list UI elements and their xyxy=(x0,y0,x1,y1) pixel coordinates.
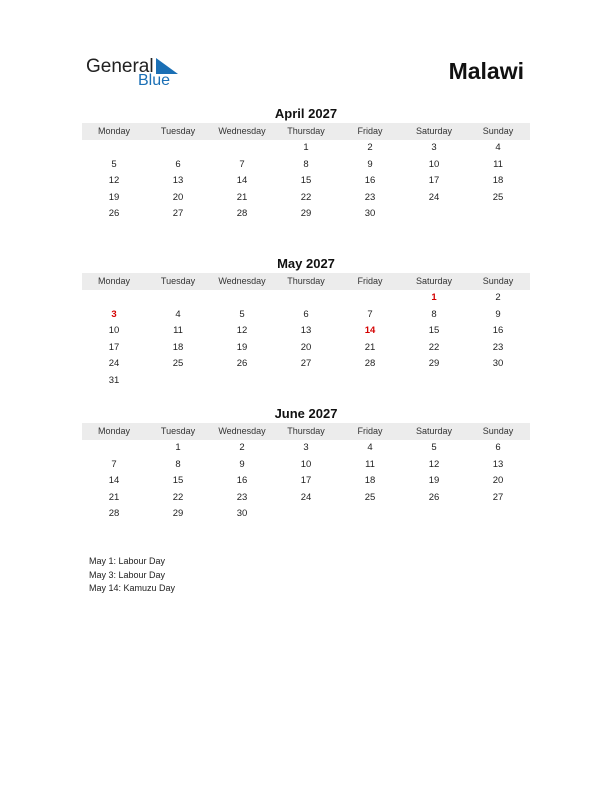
day-cell: 25 xyxy=(492,191,504,203)
day-cell: 11 xyxy=(365,458,375,470)
day-cell: 21 xyxy=(236,191,248,203)
day-cell: 24 xyxy=(300,491,312,503)
day-cell: 21 xyxy=(108,491,120,503)
day-cell: 2 xyxy=(239,442,245,453)
empty-day-cell xyxy=(274,506,338,523)
generalblue-logo xyxy=(86,56,186,92)
weekday-label: Monday xyxy=(97,276,131,286)
day-cell: 29 xyxy=(172,508,184,520)
weekday-header-row xyxy=(82,423,530,440)
day-cell: 12 xyxy=(236,325,248,337)
empty-day-cell xyxy=(338,373,402,390)
day-cell: 14 xyxy=(236,175,248,187)
day-cell: 14 xyxy=(364,325,376,337)
day-cell: 15 xyxy=(172,475,184,487)
day-cell: 22 xyxy=(172,491,184,503)
day-cell: 25 xyxy=(172,358,184,370)
day-cell: 30 xyxy=(364,208,376,220)
month-title: April 2027 xyxy=(274,106,338,121)
weekday-label: Sunday xyxy=(482,126,514,136)
day-cell: 5 xyxy=(239,308,245,320)
week-row xyxy=(82,173,530,190)
day-cell: 29 xyxy=(428,358,440,370)
weekday-label: Saturday xyxy=(415,276,453,286)
day-cell: 8 xyxy=(303,158,309,170)
week-row xyxy=(82,473,530,490)
weekday-label: Wednesday xyxy=(218,276,266,286)
day-cell: 18 xyxy=(492,175,504,187)
day-cell: 28 xyxy=(108,508,120,520)
day-cell: 4 xyxy=(367,442,373,453)
empty-day-cell xyxy=(466,206,530,223)
day-cell: 16 xyxy=(236,475,248,487)
weekday-label: Thursday xyxy=(287,426,325,436)
logo-text-blue: Blue xyxy=(138,72,171,89)
day-cell: 10 xyxy=(428,158,440,170)
day-cell: 21 xyxy=(364,341,376,353)
day-cell: 1 xyxy=(175,442,181,453)
weekday-label: Monday xyxy=(97,426,131,436)
week-row xyxy=(82,440,530,457)
day-cell: 8 xyxy=(431,308,437,320)
country-title: Malawi xyxy=(448,58,524,84)
weekday-label: Saturday xyxy=(415,126,453,136)
weekday-header-row xyxy=(82,123,530,140)
weekday-label: Sunday xyxy=(482,426,514,436)
day-cell: 17 xyxy=(428,175,440,187)
day-cell: 30 xyxy=(492,358,504,370)
weekday-label: Friday xyxy=(357,276,383,286)
weekday-label: Monday xyxy=(97,126,131,136)
week-row xyxy=(82,157,530,174)
month-calendar-april xyxy=(82,106,530,223)
day-cell: 25 xyxy=(364,491,376,503)
week-row xyxy=(82,506,530,523)
day-cell: 9 xyxy=(495,308,501,320)
day-cell: 5 xyxy=(431,442,437,453)
day-cell: 29 xyxy=(300,208,312,220)
day-cell: 27 xyxy=(492,491,504,503)
weekday-label: Tuesday xyxy=(160,426,196,436)
week-row xyxy=(82,206,530,223)
day-cell: 7 xyxy=(367,308,373,320)
day-cell: 18 xyxy=(364,475,376,487)
empty-day-cell xyxy=(402,373,466,390)
weeks-container xyxy=(82,290,530,390)
weekday-label: Thursday xyxy=(287,126,325,136)
day-cell: 6 xyxy=(303,308,309,320)
empty-day-cell xyxy=(146,290,210,307)
day-cell: 28 xyxy=(364,358,376,370)
weekday-label: Tuesday xyxy=(160,126,196,136)
weekday-label: Tuesday xyxy=(160,276,196,286)
day-cell: 7 xyxy=(111,458,117,470)
day-cell: 14 xyxy=(108,475,120,487)
logo-text-general: General xyxy=(86,56,154,77)
day-cell: 23 xyxy=(364,191,376,203)
empty-day-cell xyxy=(402,506,466,523)
day-cell: 26 xyxy=(236,358,248,370)
day-cell: 1 xyxy=(303,142,309,153)
empty-day-cell xyxy=(210,290,274,307)
day-cell: 20 xyxy=(492,475,504,487)
empty-day-cell xyxy=(146,140,210,157)
day-cell: 6 xyxy=(495,442,501,453)
week-row xyxy=(82,290,530,307)
month-title: May 2027 xyxy=(277,256,335,271)
day-cell: 26 xyxy=(108,208,120,220)
day-cell: 28 xyxy=(236,208,248,220)
day-cell: 4 xyxy=(175,308,181,320)
day-cell: 6 xyxy=(175,158,181,170)
day-cell: 2 xyxy=(495,292,501,303)
day-cell: 2 xyxy=(367,142,373,153)
day-cell: 22 xyxy=(300,191,312,203)
week-row xyxy=(82,190,530,207)
day-cell: 5 xyxy=(111,158,117,170)
weekday-label: Friday xyxy=(357,126,383,136)
empty-day-cell xyxy=(210,140,274,157)
day-cell: 13 xyxy=(300,325,312,337)
week-row xyxy=(82,490,530,507)
day-cell: 12 xyxy=(108,175,120,187)
holiday-item: May 14: Kamuzu Day xyxy=(89,583,176,593)
week-row xyxy=(82,457,530,474)
week-row xyxy=(82,323,530,340)
day-cell: 11 xyxy=(173,325,183,337)
holiday-item: May 1: Labour Day xyxy=(89,556,166,566)
day-cell: 7 xyxy=(239,158,245,170)
week-row xyxy=(82,307,530,324)
day-cell: 15 xyxy=(428,325,440,337)
weekday-label: Friday xyxy=(357,426,383,436)
day-cell: 24 xyxy=(108,358,120,370)
weekday-label: Thursday xyxy=(287,276,325,286)
day-cell: 23 xyxy=(236,491,248,503)
empty-day-cell xyxy=(82,440,146,457)
day-cell: 26 xyxy=(428,491,440,503)
day-cell: 13 xyxy=(492,458,504,470)
day-cell: 13 xyxy=(172,175,184,187)
empty-day-cell xyxy=(402,206,466,223)
day-cell: 23 xyxy=(492,341,504,353)
day-cell: 20 xyxy=(300,341,312,353)
weeks-container xyxy=(82,440,530,523)
day-cell: 8 xyxy=(175,458,181,470)
day-cell: 22 xyxy=(428,341,440,353)
day-cell: 10 xyxy=(108,325,120,337)
day-cell: 27 xyxy=(300,358,312,370)
weekday-label: Sunday xyxy=(482,276,514,286)
day-cell: 10 xyxy=(300,458,312,470)
day-cell: 1 xyxy=(431,292,437,303)
holiday-item: May 3: Labour Day xyxy=(89,569,166,580)
month-title: June 2027 xyxy=(274,406,338,421)
day-cell: 3 xyxy=(303,442,309,453)
day-cell: 19 xyxy=(428,475,440,487)
day-cell: 17 xyxy=(108,341,120,353)
weekday-header-row xyxy=(82,273,530,290)
day-cell: 31 xyxy=(108,374,120,386)
day-cell: 30 xyxy=(236,508,248,520)
day-cell: 16 xyxy=(492,325,504,337)
day-cell: 3 xyxy=(431,142,437,153)
day-cell: 9 xyxy=(239,458,245,470)
day-cell: 11 xyxy=(493,158,503,170)
weekday-label: Saturday xyxy=(415,426,453,436)
day-cell: 17 xyxy=(300,475,312,487)
week-row xyxy=(82,140,530,157)
day-cell: 12 xyxy=(428,458,440,470)
weekday-label: Wednesday xyxy=(218,126,266,136)
empty-day-cell xyxy=(466,373,530,390)
day-cell: 19 xyxy=(236,341,248,353)
day-cell: 3 xyxy=(111,308,117,320)
week-row xyxy=(82,356,530,373)
month-calendar-may xyxy=(82,256,530,390)
week-row xyxy=(82,373,530,390)
holiday-list xyxy=(89,555,175,596)
empty-day-cell xyxy=(210,373,274,390)
day-cell: 27 xyxy=(172,208,184,220)
week-row xyxy=(82,340,530,357)
empty-day-cell xyxy=(274,373,338,390)
empty-day-cell xyxy=(146,373,210,390)
empty-day-cell xyxy=(338,506,402,523)
empty-day-cell xyxy=(82,140,146,157)
empty-day-cell xyxy=(466,506,530,523)
empty-day-cell xyxy=(338,290,402,307)
weekday-label: Wednesday xyxy=(218,426,266,436)
day-cell: 24 xyxy=(428,191,440,203)
day-cell: 19 xyxy=(108,191,120,203)
empty-day-cell xyxy=(274,290,338,307)
empty-day-cell xyxy=(82,290,146,307)
day-cell: 20 xyxy=(172,191,184,203)
day-cell: 9 xyxy=(367,158,373,170)
day-cell: 15 xyxy=(300,175,312,187)
weeks-container xyxy=(82,140,530,223)
day-cell: 18 xyxy=(172,341,184,353)
month-calendar-june xyxy=(82,406,530,523)
day-cell: 16 xyxy=(364,175,376,187)
day-cell: 4 xyxy=(495,142,501,153)
